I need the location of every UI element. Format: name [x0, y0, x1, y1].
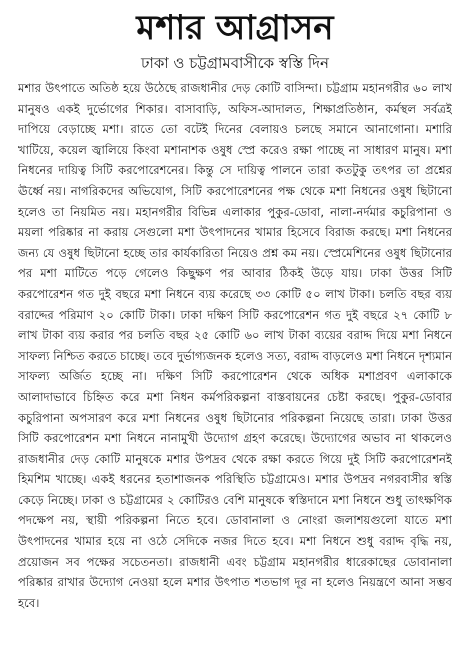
editorial-subheadline: ঢাকা ও চট্টগ্রামবাসীকে স্বস্তি দিন [140, 54, 329, 72]
editorial-body [18, 78, 452, 613]
body-paragraph: মশার উৎপাতে অতিষ্ঠ হয়ে উঠেছে রাজধানীর দেড় কোটি বাসিন্দা। চট্টগ্রাম মহানগরীর ৬০ লাখ মানুষও একই দুর্ভোগের শিকার। বাসাবাড়ি, অফিস-আদালত, শিক্ষাপ্রতিষ্ঠান, কর্মস্থল সর্বত্রই দাপিয়ে বেড়াচ্ছে মশা। রাতে তো বটেই দিনের বেলায়ও চলছে সমানে আনাগোনা। মশারি খাটিয়ে, কয়েল জ্বালিয়ে কিংবা মশানাশক ওষুধ স্প্রে করেও রক্ষা পাচ্ছে না সাধারণ মানুষ। মশা নিধনের দায়িত্ব সিটি করপোরেশনের। কিন্তু সে দায়িত্ব পালনে তারা কতটুকু তৎপর তা প্রশ্নের ঊর্ধ্বে নয়। নাগরিকদের অভিযোগ, সিটি করপোরেশনের পক্ষ থেকে মশা নিধনের ওষুধ ছিটানো হলেও তা নিয়মিত নয়। মহানগরীর বিভিন্ন এলাকার পুকুর-ডোবা, নালা-নর্দমার কচুরিপানা ও ময়লা পরিষ্কার না করায় সেগুলো মশা উৎপাদনের খামার হিসেবে বিরাজ করছে। মশা নিধনের জন্য যে ওষুধ ছিটানো হচ্ছে তার কার্যকারিতা নিয়েও প্রশ্ন কম নয়। স্প্রেমেশিনের ওষুধ ছিটানোর পর মশা মাটিতে পড়ে গেলেও কিছুক্ষণ পর আবার ঠিকই উড়ে যায়। ঢাকা উত্তর সিটি করপোরেশন গত দুই বছরে মশা নিধনে ব্যয় করেছে ৩৩ কোটি ৫০ লাখ টাকা। চলতি বছর ব্যয় বরাদ্দের পরিমাণ ২০ কোটি টাকা। ঢাকা দক্ষিণ সিটি করপোরেশন গত দুই বছরে ২৭ কোটি ৮ লাখ টাকা ব্যয় করার পর চলতি বছর ২৫ কোটি ৬০ লাখ টাকা ব্যয়ের বরাদ্দ দিয়ে মশা নিধনে সাফল্য নিশ্চিত করতে চাচ্ছে। তবে দুর্ভাগ্যজনক হলেও সত্য, বরাদ্দ বাড়লেও মশা নিধনে দৃশ্যমান সাফল্য অর্জিত হচ্ছে না। দক্ষিণ সিটি করপোরেশন থেকে অধিক মশাপ্রবণ এলাকাকে আলাদাভাবে চিহ্নিত করে মশা নিধন কর্মপরিকল্পনা বাস্তবায়নের চেষ্টা করছে। পুকুর-ডোবার কচুরিপানা অপসারণ করে মশা নিধনের ওষুধ ছিটানোর পরিকল্পনা নিয়েছে তারা। ঢাকা উত্তর সিটি করপোরেশন মশা নিধনে নানামুখী উদ্যোগ গ্রহণ করেছে। উদ্যোগের অভাব না থাকলেও রাজধানীর দেড় কোটি মানুষকে মশার উপদ্রব থেকে রক্ষা করতে গিয়ে দুই সিটি করপোরেশনই হিমশিম খাচ্ছে। একই ধরনের হতাশাজনক পরিস্থিতি চট্টগ্রামেও। মশার উপদ্রব নগরবাসীর স্বস্তি কেড়ে নিচ্ছে। ঢাকা ও চট্টগ্রামের ২ কোটিরও বেশি মানুষকে স্বস্তিদানে মশা নিধনে শুধু তাৎক্ষণিক পদক্ষেপ নয়, স্থায়ী পরিকল্পনা নিতে হবে। ডোবানালা ও নোংরা জলাশয়গুলো যাতে মশা উৎপাদনের খামার হয়ে না ওঠে সেদিকে নজর দিতে হবে। মশা নিধনে শুধু বরাদ্দ বৃদ্ধি নয়, প্রয়োজন সব পক্ষের সচেতনতা। রাজধানী এবং চট্টগ্রাম মহানগরীর ধারেকাছের ডোবানালা পরিষ্কার রাখার উদ্যোগ নেওয়া হলে মশার উৎপাত শতভাগ দূর না হলেও নিয়ন্ত্রণে আনা সম্ভব হবে। [18, 81, 452, 610]
editorial-headline: মশার আগ্রাসন [136, 8, 334, 48]
